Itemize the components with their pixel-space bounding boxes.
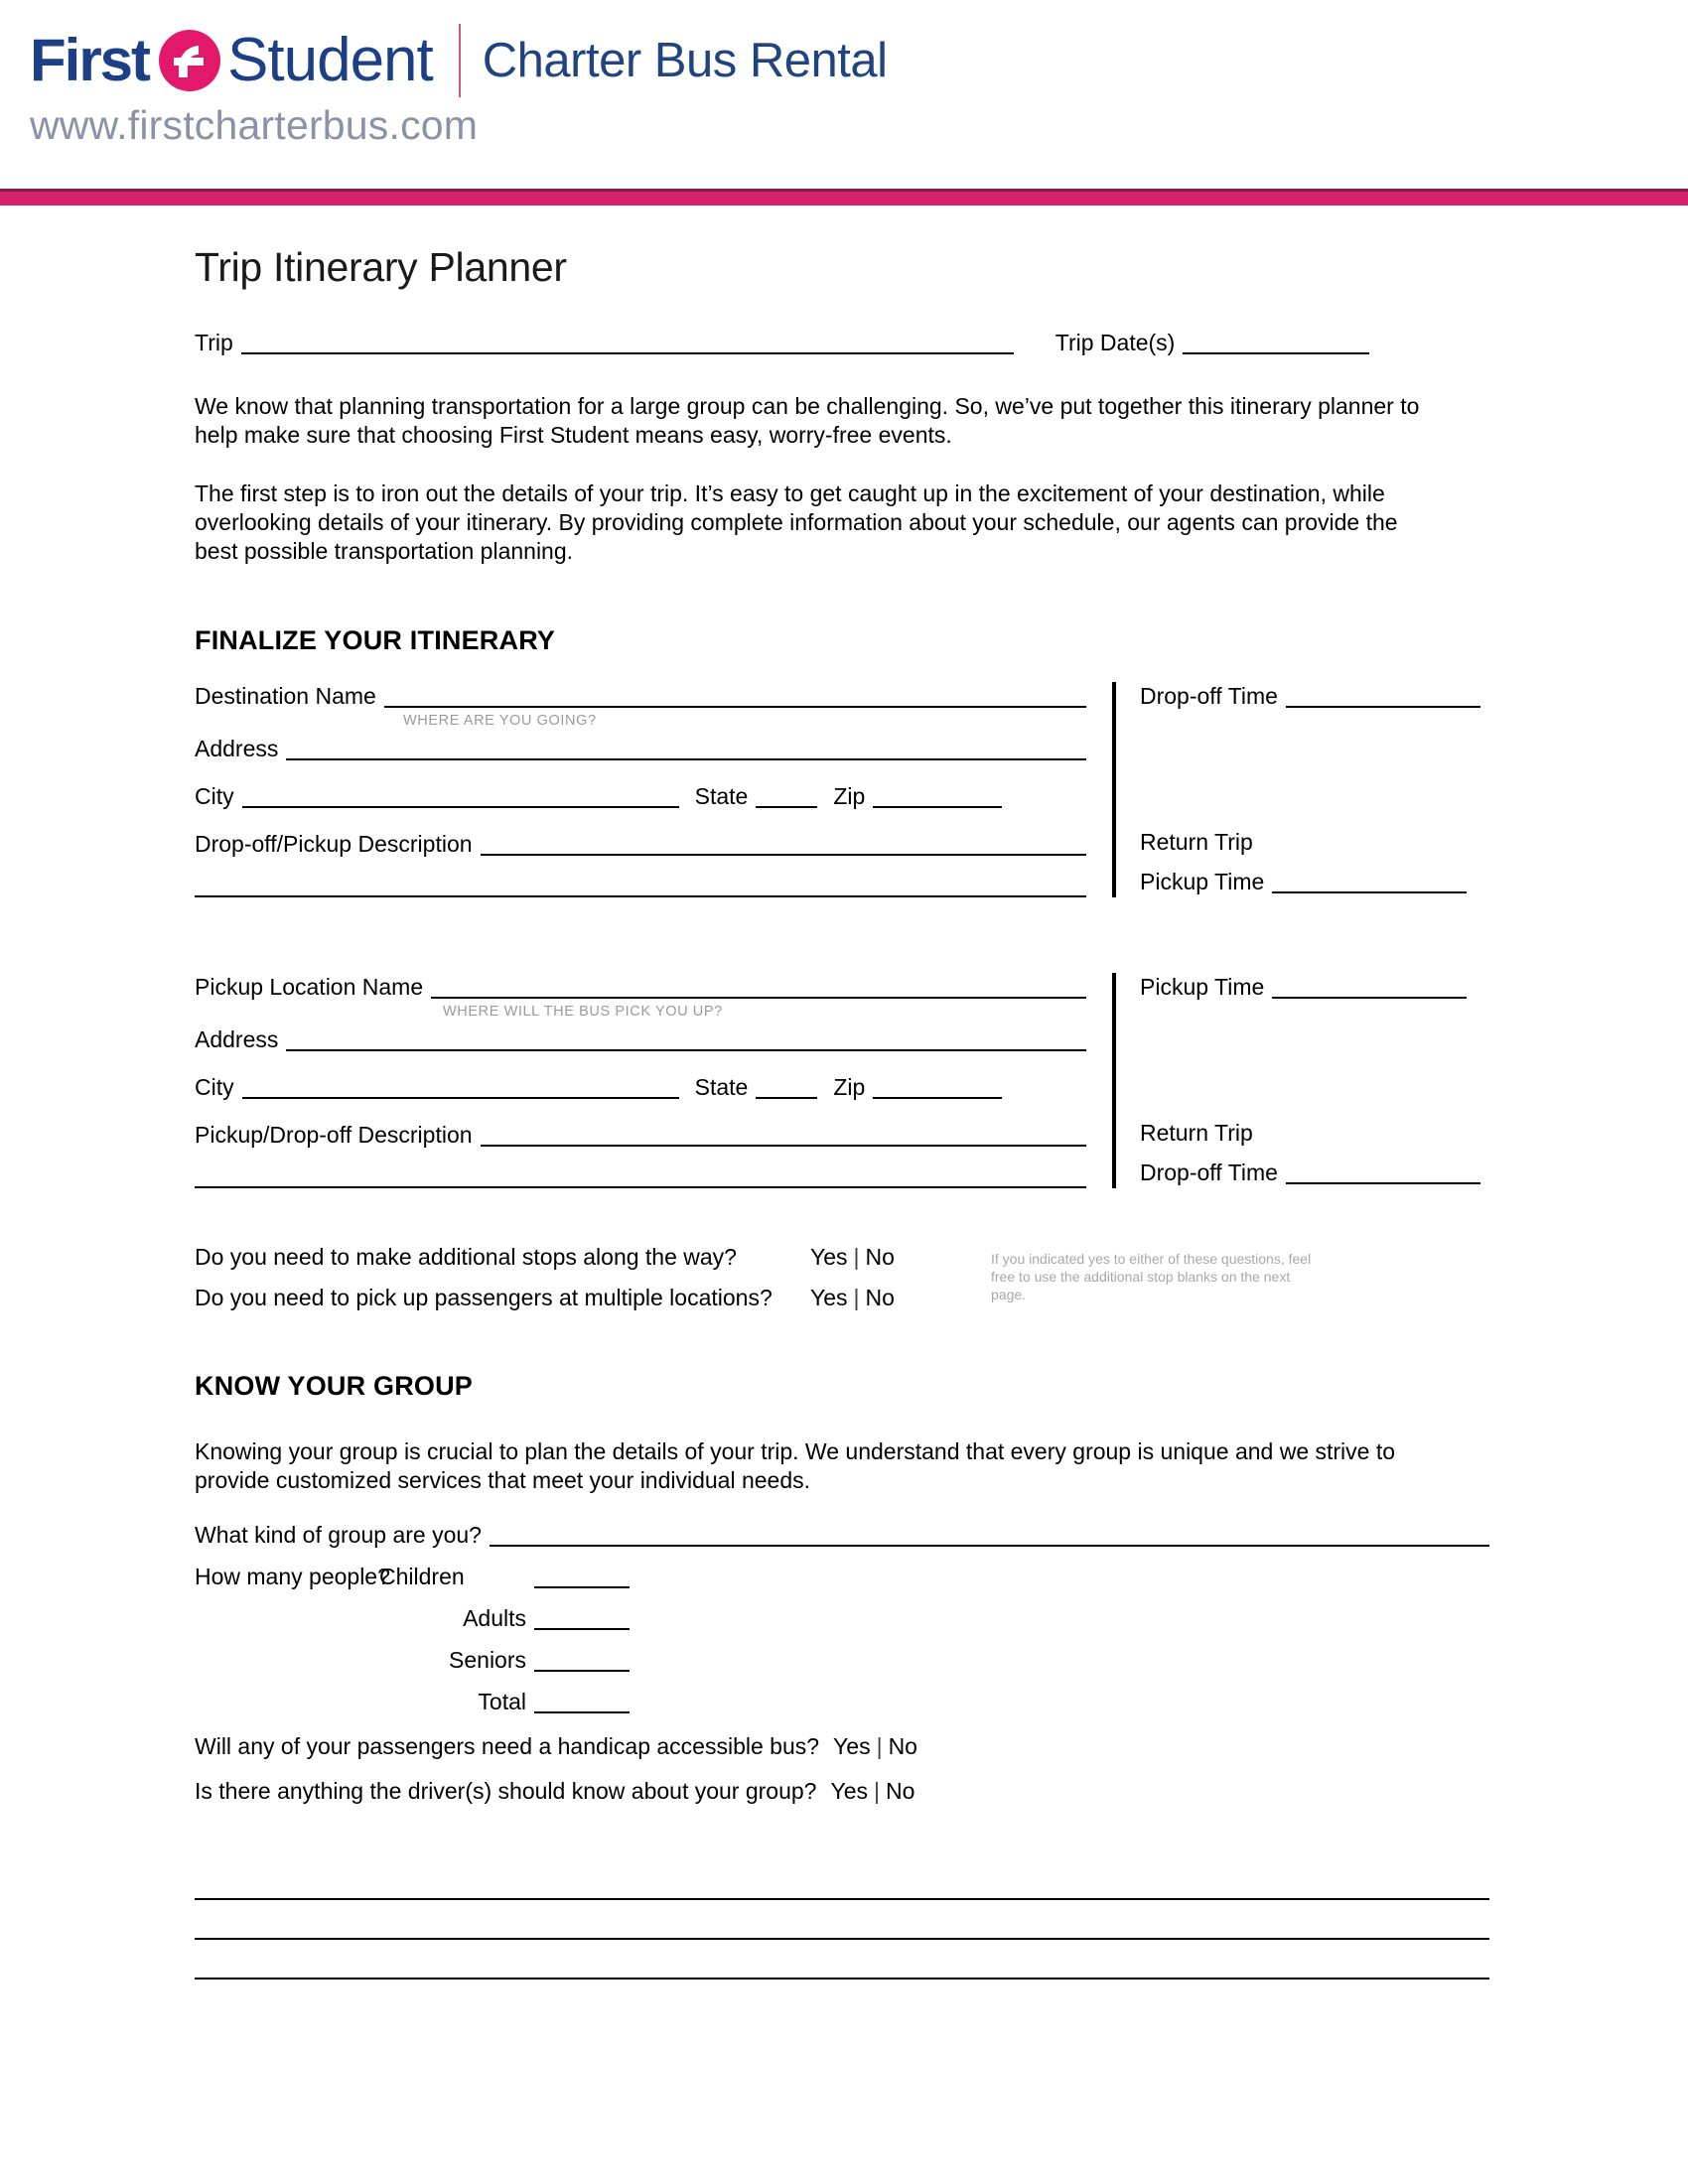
pickup-description-input-blank[interactable] (481, 1121, 1086, 1147)
pickup-address-row (195, 1025, 1086, 1053)
yes-option[interactable]: Yes (830, 1778, 869, 1804)
count-input-blank-total[interactable] (534, 1688, 630, 1713)
itinerary-question-yesno[interactable] (810, 1285, 895, 1311)
pickup-location-name-input-blank[interactable] (431, 973, 1086, 999)
count-label-children: Children (379, 1564, 465, 1589)
pickup-city-state-zip-row (195, 1073, 1086, 1101)
destination-dropoff-time-input-blank[interactable] (1286, 682, 1480, 708)
destination-address-row (195, 735, 1086, 762)
count-input-blank-seniors[interactable] (534, 1646, 630, 1672)
pickup-address-input-blank[interactable] (286, 1025, 1086, 1051)
pickup-block (195, 973, 1489, 1188)
group-notes-lines (195, 1860, 1489, 1979)
page-header (0, 0, 1688, 191)
pickup-zip-input-blank[interactable] (873, 1073, 1002, 1099)
logo-student-text: Student (227, 26, 433, 94)
pickup-return-dropoff-time-input-blank[interactable] (1286, 1159, 1480, 1184)
destination-zip-input-blank[interactable] (873, 782, 1002, 808)
group-question-yesno[interactable] (830, 1778, 914, 1805)
destination-city-state-zip-row (195, 782, 1086, 810)
pickup-state-input-blank[interactable] (756, 1073, 817, 1099)
destination-state-input-blank[interactable] (756, 782, 817, 808)
section-heading-finalize: FINALIZE YOUR ITINERARY (195, 625, 556, 655)
pickup-time-input-blank[interactable] (1272, 973, 1467, 999)
destination-return-trip-label: Return Trip (1140, 829, 1253, 855)
logo-first-text: First (30, 27, 150, 93)
destination-name-hint: WHERE ARE YOU GOING? (403, 713, 597, 729)
itinerary-question-text: Do you need to pick up passengers at multiple locations? (195, 1285, 773, 1310)
page-body (0, 203, 1688, 1979)
destination-dropoff-time-row (1140, 682, 1489, 710)
group-question-text: Will any of your passengers need a handicap accessible bus? (195, 1733, 820, 1759)
yesno-separator: | (853, 1285, 860, 1310)
group-question-row-handicap (195, 1733, 1489, 1760)
destination-dropoff-time-label: Drop-off Time (1140, 683, 1278, 709)
destination-address-label: Address (195, 736, 279, 761)
count-input-blank-children[interactable] (534, 1563, 630, 1588)
destination-return-pickup-time-input-blank[interactable] (1272, 868, 1467, 893)
intro-paragraph-1: We know that planning transportation for a large group can be challenging. So, we’ve put together this itinerary planner to help make sure that choosing First Student means easy, worry-free events. (195, 393, 1420, 448)
pickup-location-name-label: Pickup Location Name (195, 974, 424, 1000)
notes-blank-line[interactable] (195, 1900, 1489, 1940)
destination-description-label: Drop-off/Pickup Description (195, 831, 473, 857)
destination-block (195, 682, 1489, 897)
pickup-description-row (195, 1121, 1086, 1149)
group-kind-label: What kind of group are you? (195, 1522, 482, 1548)
trip-row (195, 329, 1489, 356)
group-question-text: Is there anything the driver(s) should know about your group? (195, 1778, 817, 1804)
intro-paragraph-2: The first step is to iron out the details of your trip. It’s easy to get caught up in the excitement of your destination, while overlooking details of your itinerary. By providing complete information about your schedule, our agents can provide the best possible transportation planning. (195, 480, 1398, 564)
no-option[interactable]: No (886, 1778, 915, 1804)
group-count-row-total (195, 1688, 1489, 1715)
group-count-row-seniors (195, 1646, 1489, 1674)
no-option[interactable]: No (865, 1285, 895, 1310)
no-option[interactable]: No (865, 1244, 895, 1270)
destination-name-input-blank[interactable] (384, 682, 1086, 708)
yes-option[interactable]: Yes (833, 1733, 871, 1759)
itinerary-question-yesno[interactable] (810, 1244, 895, 1271)
no-option[interactable]: No (888, 1733, 917, 1759)
logo-charter-bus-rental-text: Charter Bus Rental (482, 33, 888, 87)
group-intro-paragraph: Knowing your group is crucial to plan the details of your trip. We understand that every group is unique and we strive to provide customized services that meet your individual needs. (195, 1438, 1396, 1493)
pickup-location-name-hint: WHERE WILL THE BUS PICK YOU UP? (443, 1004, 723, 1020)
pickup-zip-label: Zip (833, 1074, 866, 1100)
destination-address-input-blank[interactable] (286, 735, 1086, 760)
trip-date-input-blank[interactable] (1183, 329, 1369, 354)
brand-website-url: www.firstcharterbus.com (30, 102, 479, 148)
trip-input-blank[interactable] (241, 329, 1014, 354)
pickup-city-label: City (195, 1074, 234, 1100)
group-kind-row (195, 1521, 1489, 1549)
destination-name-row (195, 682, 1086, 710)
how-many-people-label: How many people? (195, 1564, 390, 1589)
itinerary-questions-note: If you indicated yes to either of these questions, feel free to use the additional stop blanks on the next page. (991, 1251, 1312, 1302)
yesno-separator: | (876, 1733, 883, 1759)
yesno-separator: | (853, 1244, 860, 1270)
pickup-description-input-blank-2[interactable] (195, 1160, 1086, 1188)
pickup-description-label: Pickup/Drop-off Description (195, 1122, 473, 1148)
destination-description-input-blank-2[interactable] (195, 870, 1086, 897)
group-question-row-driver (195, 1778, 1489, 1805)
pickup-state-label: State (694, 1074, 749, 1100)
yes-option[interactable]: Yes (810, 1244, 848, 1270)
pickup-city-input-blank[interactable] (242, 1073, 679, 1099)
destination-city-input-blank[interactable] (242, 782, 679, 808)
pickup-return-dropoff-time-row (1140, 1159, 1489, 1186)
destination-zip-label: Zip (833, 783, 866, 809)
pickup-return-dropoff-time-label: Drop-off Time (1140, 1160, 1278, 1185)
page-title: Trip Itinerary Planner (195, 244, 567, 290)
group-count-row-adults (195, 1604, 1489, 1632)
yes-option[interactable]: Yes (810, 1285, 848, 1310)
trip-date-label: Trip Date(s) (1055, 330, 1176, 355)
section-heading-know-your-group: KNOW YOUR GROUP (195, 1371, 474, 1401)
notes-blank-line[interactable] (195, 1940, 1489, 1979)
destination-return-pickup-time-label: Pickup Time (1140, 869, 1265, 894)
destination-return-pickup-time-row (1140, 868, 1489, 895)
pickup-name-row (195, 973, 1086, 1001)
brand-logo (30, 22, 887, 99)
count-label-total: Total (478, 1689, 526, 1714)
pickup-address-label: Address (195, 1026, 279, 1052)
destination-description-input-blank[interactable] (481, 830, 1086, 856)
itinerary-questions-block (195, 1244, 1489, 1311)
count-label-seniors: Seniors (449, 1647, 526, 1673)
itinerary-question-text: Do you need to make additional stops along the way? (195, 1244, 737, 1270)
first-group-f-icon (159, 30, 220, 91)
notes-blank-line[interactable] (195, 1860, 1489, 1900)
count-label-adults: Adults (463, 1605, 526, 1631)
yesno-separator: | (874, 1778, 880, 1804)
count-input-blank-adults[interactable] (534, 1604, 630, 1630)
group-kind-input-blank[interactable] (490, 1521, 1489, 1547)
group-question-yesno[interactable] (833, 1733, 917, 1760)
pickup-return-trip-label: Return Trip (1140, 1120, 1253, 1146)
destination-city-label: City (195, 783, 234, 809)
logo-divider (459, 24, 461, 97)
destination-description-row (195, 830, 1086, 858)
group-count-row-children (195, 1563, 1489, 1590)
destination-state-label: State (694, 783, 749, 809)
pickup-time-label: Pickup Time (1140, 974, 1265, 1000)
pickup-time-row (1140, 973, 1489, 1001)
trip-label: Trip (195, 330, 233, 355)
destination-name-label: Destination Name (195, 683, 376, 709)
